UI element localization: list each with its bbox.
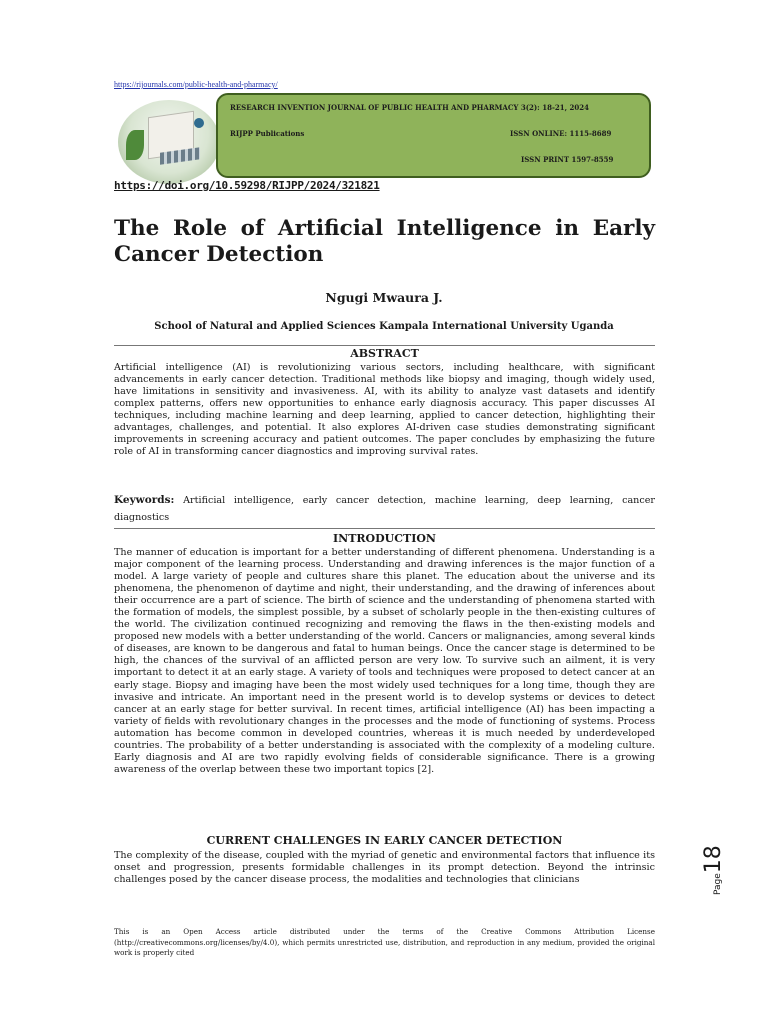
- keywords: [114, 492, 655, 526]
- journal-url-link[interactable]: https://rijournals.com/public-health-and-pharmacy/: [114, 80, 278, 89]
- journal-citation: RESEARCH INVENTION JOURNAL OF PUBLIC HEALTH AND PHARMACY 3(2): 18-21, 2024: [230, 103, 589, 112]
- doi-link[interactable]: https://doi.org/10.59298/RIJPP/2024/321821: [114, 179, 380, 192]
- page-label: Page: [713, 873, 723, 895]
- publisher-name: RIJPP Publications: [230, 129, 305, 138]
- author-affiliation: School of Natural and Applied Sciences Kampala International University Uganda: [154, 321, 614, 332]
- abstract-heading: ABSTRACT: [350, 347, 419, 360]
- license-footer: This is an Open Access article distributed under the terms of the Creative Commons Attribution License (http://creativecommons.org/licenses/by/4.0), which permits unrestricted use, distribution, and reproduction in any medium, provided the original work is properly cited: [114, 927, 655, 957]
- page-number: [698, 838, 724, 898]
- keywords-list: Artificial intelligence, early cancer detection, machine learning, deep learning, cancer diagnostics: [114, 495, 655, 523]
- introduction-heading: INTRODUCTION: [333, 532, 436, 545]
- keywords-label: Keywords:: [114, 494, 175, 506]
- challenges-text: The complexity of the disease, coupled with the myriad of genetic and environmental factors that influence its onset and progression, presents formidable challenges in its prompt detection. Beyond the intrinsic challenges posed by the cancer disease process, the modalities and technologies that clinicians: [114, 850, 655, 886]
- page-number-value: 18: [701, 845, 726, 874]
- journal-logo: [118, 100, 220, 184]
- abstract-top-rule: [114, 345, 655, 346]
- challenges-heading: CURRENT CHALLENGES IN EARLY CANCER DETECTION: [206, 834, 563, 847]
- article-title: The Role of Artificial Intelligence in Early Cancer Detection: [114, 216, 655, 267]
- issn-online: ISSN ONLINE: 1115-8689: [510, 129, 612, 138]
- issn-print: ISSN PRINT 1597-8559: [521, 155, 614, 164]
- journal-banner: [216, 93, 651, 178]
- author-name: Ngugi Mwaura J.: [325, 290, 443, 305]
- abstract-text: Artificial intelligence (AI) is revolutionizing various sectors, including healthcare, with significant advancements in early cancer detection. Traditional methods like biopsy and imaging, though widely used, have limitations in sensitivity and invasiveness. AI, with its ability to analyze vast datasets and identify complex patterns, offers new opportunities to enhance early diagnosis accuracy. This paper discusses AI techniques, including machine learning and deep learning, applied to cancer detection, highlighting their advantages, challenges, and potential. It also explores AI-driven case studies demonstrating significant improvements in screening accuracy and patient outcomes. The paper concludes by emphasizing the future role of AI in transforming cancer diagnostics and improving survival rates.: [114, 362, 655, 458]
- abstract-bottom-rule: [114, 528, 655, 529]
- introduction-text: The manner of education is important for a better understanding of different phenomena. Understanding is a major component of the learning process. Understanding and drawing inferences is the major function of a model. A large variety of people and cultures share this planet. The education about the universe and its phenomena, the phenomenon of daytime and night, their understanding, and the drawing of inferences about their occurrence are a part of science. The birth of science and the understanding of phenomena started with the formation of models, the simplest possible, by a subset of scholarly people in the then-existing cultures of the world. The civilization continued recognizing and removing the flaws in the then-existing models and proposed new models with a better understanding of the world. Cancers or malignancies, among several kinds of diseases, are known to be dangerous and fatal to human beings. Once the cancer stage is determined to be high, the chances of the survival of an afflicted person are very low. To survive such an ailment, it is very important to detect it at an early stage. A variety of tools and techniques were proposed to detect cancer at an early stage. Biopsy and imaging have been the most widely used techniques for a long time, though they are invasive and intricate. An important need in the present world is to develop systems or devices to detect cancer at an early stage for better survival. In recent times, artificial intelligence (AI) has been impacting a variety of fields with revolutionary changes in the processes and the mode of functioning of systems. Process automation has become common in developed countries, whereas it is much needed by underdeveloped countries. The probability of a better understanding is associated with the complexity of a modeling culture. Early diagnosis and AI are two rapidly evolving fields of considerable significance. There is a growing awareness of the overlap between these two important topics [2].: [114, 547, 655, 775]
